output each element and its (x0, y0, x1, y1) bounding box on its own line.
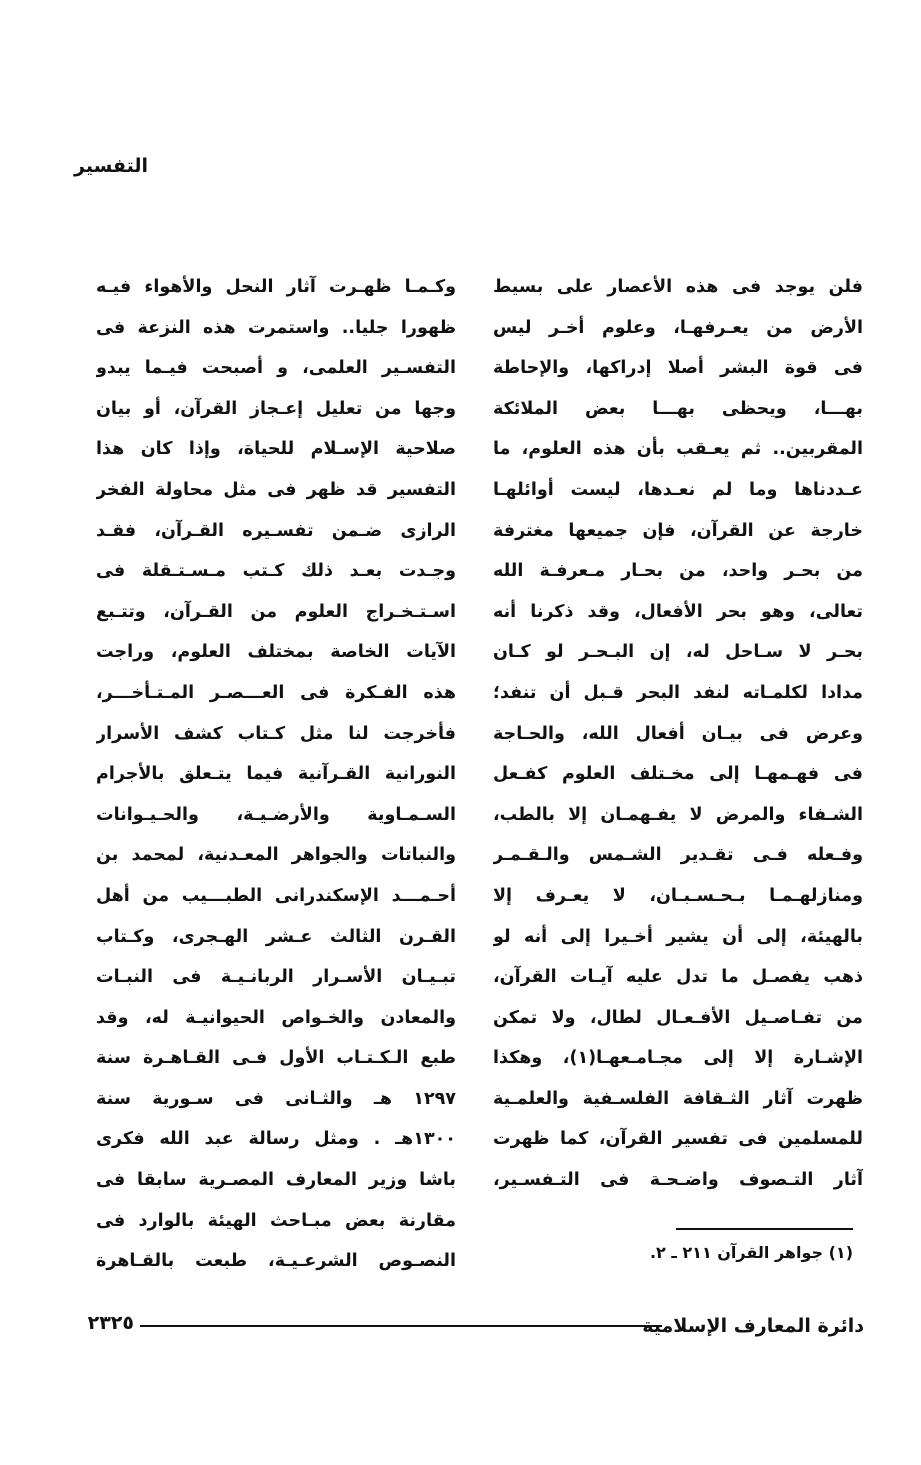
text-line: النورانية القـرآنية فيما يتـعلق بالأجرام (96, 764, 456, 785)
text-line: من تفـاصـيل الأفـعـال لطال، ولا تمكن (493, 1007, 863, 1028)
page-number: ٢٣٢٥ (87, 1312, 134, 1334)
text-line: خارجة عن القرآن، فإن جميعها مغترفة (493, 520, 863, 541)
running-header-title: التفسير (74, 155, 148, 177)
text-line: مقارنة بعض مبـاحث الهيئة بالوارد فى (96, 1210, 456, 1231)
text-line: المقربين.. ثم يعـقب بأن هذه العلوم، ما (493, 439, 863, 460)
text-line: بهـــا، ويحظى بهـــا بعض الملائكة (493, 398, 863, 419)
text-line: للمسلمين فى تفسير القرآن، كما ظهرت (493, 1129, 863, 1150)
left-text-column (96, 267, 456, 1282)
text-line: ذهب يفصـل ما تدل عليه آيـات القرآن، (493, 967, 863, 988)
text-line: طبع الـكـتـاب الأول فـى القـاهـرة سنة (96, 1048, 456, 1069)
text-line: الرازى ضـمن تفسـيره القـرآن، فقـد (96, 520, 456, 541)
text-line: مدادا لكلمـاته لنفد البحر قـبل أن تنفد؛ (493, 682, 863, 703)
text-line: أحـمـــد الإسكندرانى الطبـــيب من أهل (96, 885, 456, 906)
text-line: فى قوة البشر أصلا إدراكها، والإحاطة (493, 358, 863, 379)
text-line: وكـمـا ظهـرت آثار النحل والأهواء فيـه (96, 277, 456, 297)
text-line: وعرض فى بيـان أفعال الله، والحـاجة (493, 723, 863, 744)
footnote-divider (676, 1228, 853, 1230)
text-line: عـددناها وما لم نعـدها، ليست أوائلهـا (493, 479, 863, 500)
text-line: تعالى، وهو بحر الأفعال، وقد ذكرنا أنه (493, 601, 863, 622)
text-line: وجـدت بعـد ذلك كـتب مـسـتـقلة فى (96, 561, 456, 582)
text-line: فى فهـمهـا إلى مخـتلف العلوم كفـعل (493, 764, 863, 785)
text-line: والنباتات والجواهر المعـدنية، لمحمد بن (96, 845, 456, 866)
text-line: ظهرت آثار الثـقافة الفلسـفية والعلمـية (493, 1088, 863, 1109)
text-line: بالهيئة، إلى أن يشير أخـيرا إلى أنه لو (493, 926, 863, 947)
text-line: التفسير قد ظهر فى مثل محاولة الفخر (96, 479, 456, 500)
text-line: التفسـير العلمى، و أصبحت فيـما يبدو (96, 358, 456, 379)
text-line: فلن يوجد فى هذه الأعصار على بسيط (493, 277, 863, 297)
text-line: تبـيـان الأسـرار الربانـيـة فى النبـات (96, 967, 456, 988)
text-line: ومنازلهـمـا بـحـسـبـان، لا يعـرف إلا (493, 885, 863, 906)
text-line: صلاحية الإسـلام للحياة، وإذا كان هذا (96, 439, 456, 460)
text-line: من بحـر واحد، من بحـار مـعرفـة الله (493, 561, 863, 582)
text-line: النصـوص الشرعـيـة، طبعت بالقـاهرة (96, 1251, 456, 1272)
text-line: السـمـاوية والأرضـيـة، والحـيـوانات (96, 804, 456, 825)
text-line: ظهورا جليا.. واستمرت هذه النزعة فى (96, 317, 456, 338)
text-line: والمعادن والخـواص الحيوانيـة له، وقد (96, 1007, 456, 1028)
text-line: الشـفاء والمرض لا يفـهمـان إلا بالطب، (493, 804, 863, 825)
text-line: باشا وزير المعارف المصـرية سابقا فى (96, 1170, 456, 1191)
text-line: آثار التـصوف واضـحـة فى التـفسـير، (493, 1170, 863, 1191)
text-line: بحـر لا سـاحل له، إن البـحـر لو كـان (493, 642, 863, 663)
text-line: ١٣٠٠هـ . ومثل رسالة عبد الله فكرى (96, 1129, 456, 1150)
right-text-column (493, 267, 863, 1201)
text-line: هذه الفـكرة فى العـــصـر المـتـأخـــر، (96, 682, 456, 703)
footer-divider (140, 1325, 662, 1327)
footnote: (١) جواهر القرآن ٢١١ ـ ٢. (649, 1243, 853, 1262)
text-line: القـرن الثالث عـشر الهـجرى، وكـتاب (96, 926, 456, 947)
text-line: الأرض من يعـرفهـا، وعلوم أخـر ليس (493, 317, 863, 338)
text-line: الإشـارة إلا إلى مجـامـعهـا(١)، وهكذا (493, 1048, 863, 1069)
text-line: الآيات الخاصة بمختلف العلوم، وراجت (96, 642, 456, 663)
text-line: وجها من تعليل إعـجاز القرآن، أو بيان (96, 398, 456, 419)
text-line: ١٢٩٧ هـ والثـانى فى سـورية سنة (96, 1088, 456, 1109)
text-line: وفـعله فـى تقـدير الشـمس والـقـمـر (493, 845, 863, 866)
text-line: فأخرجت لنا مثل كـتاب كشف الأسرار (96, 723, 456, 744)
footer-publication-title: دائرة المعارف الإسلامية (642, 1315, 864, 1337)
text-line: اسـتـخـراج العلوم من القـرآن، وتتـبع (96, 601, 456, 622)
